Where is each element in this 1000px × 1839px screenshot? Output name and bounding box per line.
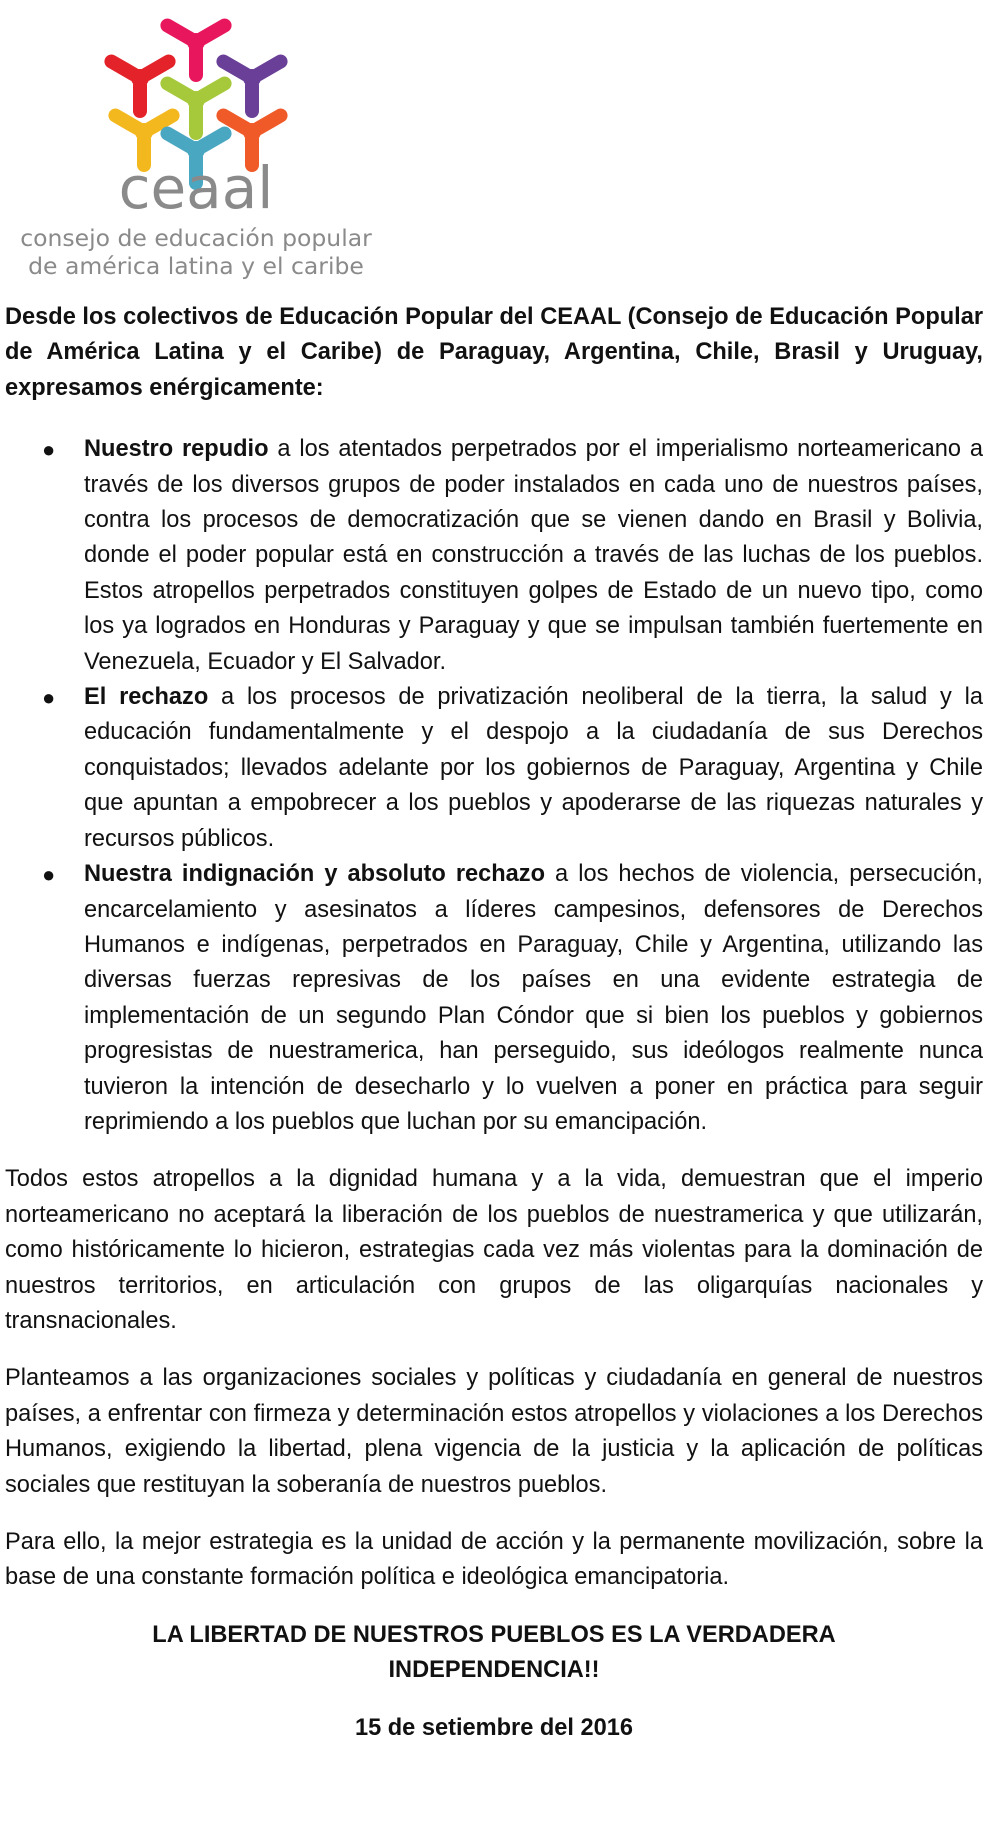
bullet-icon: ● (42, 685, 56, 711)
list-item (5, 432, 983, 680)
document-body (5, 300, 983, 1746)
list-item-text: a los hechos de violencia, persecución, encarcelamiento y asesinatos a líderes campesinos, defensores de Derechos Humanos e indígenas, perpetrados en Paraguay, Chile y Argentina, utilizando las diversas fuerzas represivas de los países en una evidente estrategia de implementación de un segundo Plan Cóndor que si bien los pueblos y gobiernos progresistas de nuestramerica, han perseguido, sus ideólogos realmente nunca tuvieron la intención de desecharlo y lo vuelven a poner en práctica para seguir reprimiendo a los pueblos que luchan por su emancipación. (84, 861, 983, 1135)
demands-list (5, 432, 983, 1140)
list-item-text: a los atentados perpetrados por el imperialismo norteamericano a través de los diversos grupos de poder instalados en cada uno de nuestros países, contra los procesos de democratización que se vienen dando en Brasil y Bolivia, donde el poder popular está en construcción a través de las luchas de los pueblos. Estos atropellos perpetrados constituyen golpes de Estado de un nuevo tipo, como los ya logrados en Honduras y Paraguay y que se impulsan también fuertemente en Venezuela, Ecuador y El Salvador. (84, 436, 983, 675)
list-item-text: a los procesos de privatización neoliberal de la tierra, la salud y la educación fundamentalmente y el despojo a la ciudadanía de sus Derechos conquistados; llevados adelante por los gobiernos de Paraguay, Argentina y Chile que apuntan a empobrecer a los pueblos y apoderarse de las riquezas naturales y recursos públicos. (84, 684, 983, 852)
document-date: 15 de setiembre del 2016 (354, 1714, 634, 1741)
logo-wordmark: ceaal (118, 154, 274, 222)
pink-figure-mark (158, 16, 234, 82)
list-item-lead: Nuestro repudio (84, 436, 269, 463)
logo-tagline-line2: de américa latina y el caribe (28, 252, 364, 280)
bullet-icon: ● (42, 862, 56, 888)
intro-paragraph: Desde los colectivos de Educación Popular del CEAAL (Consejo de Educación Popular de América Latina y el Caribe) de Paraguay, Argentina, Chile, Brasil y Uruguay, expresamos enérgicamente: (5, 304, 983, 401)
logo-tagline-line1: consejo de educación popular (20, 224, 372, 252)
list-item (5, 680, 983, 857)
list-item (5, 857, 983, 1140)
ceaal-logo-graphic (0, 0, 400, 280)
body-paragraph: Para ello, la mejor estrategia es la unidad de acción y la permanente movilización, sobre la base de una constante formación política e ideológica emancipatoria. (5, 1529, 983, 1591)
body-paragraph: Planteamos a las organizaciones sociales y políticas y ciudadanía en general de nuestros países, a enfrentar con firmeza y determinación estos atropellos y violaciones a los Derechos Humanos, exigiendo la libertad, plena vigencia de la justicia y la aplicación de políticas sociales que restituyan la soberanía de nuestros pueblos. (5, 1365, 983, 1498)
closing-statement: LA LIBERTAD DE NUESTROS PUEBLOS ES LA VERDADERA INDEPENDENCIA!! (152, 1621, 836, 1684)
list-item-lead: El rechazo (84, 684, 209, 711)
ceaal-logo (0, 0, 400, 280)
list-item-lead: Nuestra indignación y absoluto rechazo (84, 861, 545, 888)
bullet-icon: ● (42, 437, 56, 463)
body-paragraph: Todos estos atropellos a la dignidad humana y a la vida, demuestran que el imperio norteamericano no aceptará la liberación de los pueblos de nuestramerica y que utilizarán, como históricamente lo hicieron, estrategias cada vez más violentas para la dominación de nuestros territorios, en articulación con grupos de las oligarquías nacionales y transnacionales. (5, 1166, 983, 1334)
